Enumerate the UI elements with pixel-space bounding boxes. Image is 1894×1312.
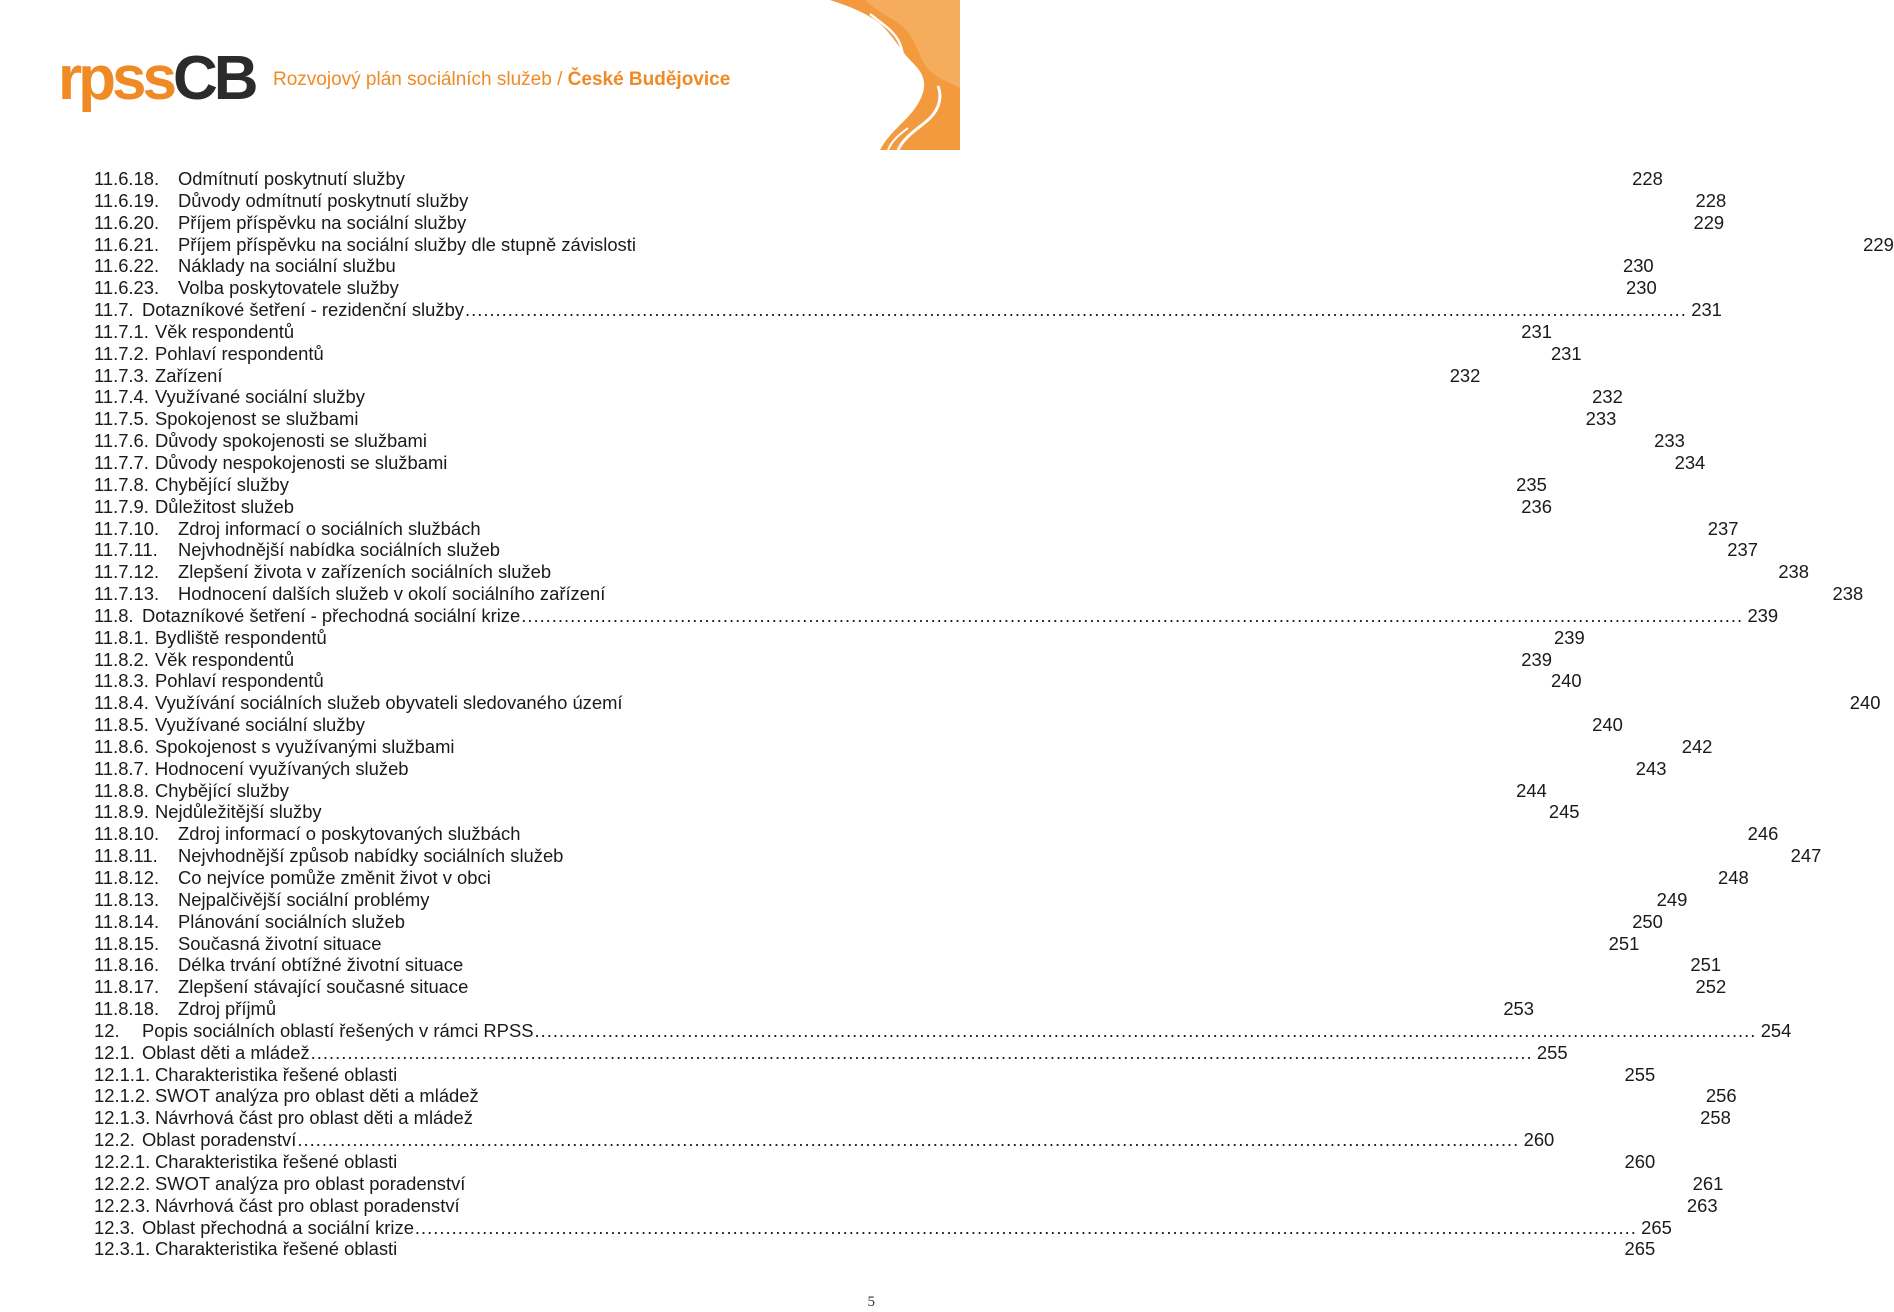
toc-entry-number: 11.8.8. <box>94 779 149 801</box>
toc-entry-title: Oblast poradenství <box>142 1129 297 1151</box>
toc-leader-dots: ........................................................................................................................................................................................................ <box>297 1129 1520 1151</box>
toc-entry-title: Dotazníkové šetření - rezidenční služby <box>142 299 464 321</box>
toc-entry <box>94 342 1582 365</box>
toc-entry-title: Využívání sociálních služeb obyvateli sledovaného území <box>155 692 623 714</box>
toc-entry-page: 263 <box>1686 1194 1718 1216</box>
toc-entry <box>94 888 1688 911</box>
toc-entry-page: 233 <box>1654 430 1685 452</box>
toc-entry-title: Nejvhodnější nabídka sociálních služeb <box>178 539 501 561</box>
toc-entry <box>94 561 1810 583</box>
toc-entry-number: 12.1.1. <box>94 1063 151 1085</box>
toc-entry-number: 11.7.8. <box>94 473 149 495</box>
toc-entry <box>94 473 1547 496</box>
toc-entry-number: 11.8.17. <box>94 976 160 998</box>
toc-entry-number: 11.7.12. <box>94 561 160 583</box>
toc-entry-number: 11.8. <box>94 604 134 626</box>
toc-entry <box>94 1172 1724 1195</box>
corner-ornament-icon <box>770 0 960 150</box>
toc-entry-number: 11.6.21. <box>94 233 160 255</box>
toc-entry-number: 11.8.3. <box>94 670 149 692</box>
toc-entry <box>94 910 1663 933</box>
toc-entry-number: 12.1. <box>94 1041 135 1063</box>
toc-entry-page: 228 <box>1632 168 1663 189</box>
toc-entry <box>94 1019 1792 1042</box>
toc-entry-title: Volba poskytovatele služby <box>178 277 399 299</box>
toc-entry <box>94 757 1667 780</box>
toc-entry-number: 12.3. <box>94 1216 135 1238</box>
toc-entry-page: 240 <box>1592 714 1623 736</box>
toc-entry-page: 265 <box>1624 1238 1656 1260</box>
toc-entry-page: 232 <box>1449 364 1481 386</box>
toc-entry-title: Návrhová část pro oblast děti a mládež <box>155 1107 473 1129</box>
toc-entry-title: Popis sociálních oblastí řešených v rámci RPSS <box>142 1019 534 1041</box>
toc-entry-title: Zlepšení stávající současné situace <box>178 976 469 998</box>
toc-entry-title: Pohlaví respondentů <box>155 670 324 692</box>
toc-leader-dots: ........................................................................................................................................................................................................ <box>521 604 1744 626</box>
toc-entry-number: 11.7.11. <box>94 539 158 561</box>
toc-entry-title: Příjem příspěvku na sociální služby <box>178 211 467 233</box>
toc-entry-page: 260 <box>1624 1150 1656 1172</box>
toc-entry <box>94 451 1706 474</box>
toc-entry-title: Oblast děti a mládež <box>142 1041 310 1063</box>
logo <box>58 44 255 113</box>
toc-entry-page: 258 <box>1700 1107 1731 1129</box>
toc-entry <box>94 495 1552 518</box>
toc-entry-number: 11.8.5. <box>94 714 149 736</box>
toc-entry-page: 238 <box>1778 561 1810 583</box>
toc-entry-title: Hodnocení dalších služeb v okolí sociálního zařízení <box>178 583 606 605</box>
toc-entry-page: 244 <box>1516 779 1547 801</box>
toc-entry-page: 229 <box>1693 211 1725 233</box>
toc-entry-page: 230 <box>1626 277 1657 299</box>
toc-entry-title: Oblast přechodná a sociální krize <box>142 1216 414 1238</box>
toc-entry <box>94 255 1654 277</box>
toc-entry-page: 236 <box>1521 495 1552 517</box>
toc-entry <box>94 692 1881 714</box>
toc-entry-page: 251 <box>1608 932 1640 954</box>
toc-entry-page: 243 <box>1635 757 1667 779</box>
toc-entry <box>94 583 1864 605</box>
toc-entry <box>94 801 1580 823</box>
table-of-contents <box>94 168 1894 1260</box>
toc-entry-page: 230 <box>1622 255 1654 277</box>
toc-entry-page: 246 <box>1747 823 1779 845</box>
toc-entry-page: 256 <box>1705 1085 1737 1107</box>
toc-entry-number: 11.7.6. <box>94 430 149 452</box>
toc-entry-number: 12.2. <box>94 1129 135 1151</box>
toc-entry-page: 255 <box>1624 1063 1656 1085</box>
toc-entry-number: 11.6.18. <box>94 168 160 189</box>
toc-entry-title: Důležitost služeb <box>155 495 295 517</box>
toc-entry-title: Hodnocení využívaných služeb <box>155 757 409 779</box>
toc-entry <box>94 626 1585 649</box>
toc-entry-number: 11.8.2. <box>94 648 149 670</box>
toc-entry-title: Zdroj příjmů <box>178 998 277 1020</box>
toc-entry-number: 11.6.19. <box>94 189 160 211</box>
toc-entry-title: Chybějící služby <box>155 473 289 495</box>
toc-entry-title: Důvody odmítnutí poskytnutí služby <box>178 189 469 211</box>
toc-entry-page: 239 <box>1747 604 1779 626</box>
toc-leader-dots: ........................................................................................................................................................................................................ <box>310 1041 1533 1063</box>
toc-entry-title: Charakteristika řešené oblasti <box>155 1063 398 1085</box>
toc-entry-page: 254 <box>1760 1019 1792 1041</box>
logo-text-rpss: rpss <box>58 44 173 113</box>
toc-entry-title: Spokojenost se službami <box>155 408 359 430</box>
toc-entry-page: 228 <box>1695 189 1727 211</box>
toc-entry-number: 11.7.7. <box>94 451 149 473</box>
toc-entry-number: 11.6.23. <box>94 277 160 299</box>
toc-entry-title: Charakteristika řešené oblasti <box>155 1150 398 1172</box>
toc-entry-page: 253 <box>1503 998 1535 1020</box>
toc-entry-title: SWOT analýza pro oblast děti a mládež <box>155 1085 479 1107</box>
toc-entry-title: Bydliště respondentů <box>155 626 327 648</box>
toc-entry-title: Současná životní situace <box>178 932 382 954</box>
toc-entry <box>94 386 1623 408</box>
toc-entry <box>94 408 1617 430</box>
toc-entry-page: 240 <box>1849 692 1881 714</box>
logo-text-cb: CB <box>172 44 255 113</box>
toc-entry-page: 248 <box>1718 867 1749 888</box>
toc-entry <box>94 1041 1568 1064</box>
toc-entry-page: 231 <box>1521 320 1552 342</box>
toc-entry-number: 11.6.22. <box>94 255 160 277</box>
toc-entry-number: 12. <box>94 1019 120 1041</box>
toc-entry-page: 247 <box>1790 845 1822 867</box>
toc-entry-number: 11.6.20. <box>94 211 160 233</box>
toc-entry <box>94 1063 1656 1086</box>
toc-entry-page: 231 <box>1691 299 1722 321</box>
toc-entry-number: 11.7.13. <box>94 583 160 605</box>
toc-entry <box>94 1238 1656 1260</box>
toc-entry <box>94 517 1739 540</box>
toc-entry-page: 261 <box>1692 1172 1724 1194</box>
toc-entry-page: 249 <box>1656 888 1688 910</box>
toc-entry-title: Důvody spokojenosti se službami <box>155 430 427 452</box>
toc-entry-page: 242 <box>1681 735 1713 757</box>
toc-leader-dots: ........................................................................................................................................................................................................ <box>465 299 1687 321</box>
toc-entry-number: 11.7.9. <box>94 495 149 517</box>
toc-entry-number: 11.8.10. <box>94 823 160 845</box>
toc-entry-number: 11.7.3. <box>94 364 149 386</box>
toc-entry-number: 11.8.1. <box>94 626 149 648</box>
toc-entry-title: Důvody nespokojenosti se službami <box>155 451 448 473</box>
toc-entry-title: Návrhová část pro oblast poradenství <box>155 1194 460 1216</box>
toc-entry <box>94 364 1481 387</box>
toc-entry-page: 229 <box>1863 233 1894 255</box>
toc-entry-number: 11.8.6. <box>94 735 149 757</box>
toc-entry <box>94 539 1758 561</box>
toc-entry <box>94 976 1727 998</box>
toc-entry <box>94 430 1685 452</box>
toc-entry-title: Nejdůležitější služby <box>155 801 322 823</box>
toc-entry-page: 237 <box>1727 539 1758 561</box>
toc-entry-number: 12.1.3. <box>94 1107 151 1129</box>
toc-entry-page: 245 <box>1548 801 1580 823</box>
toc-entry <box>94 320 1552 343</box>
toc-entry <box>94 954 1722 976</box>
toc-entry <box>94 1194 1718 1217</box>
toc-entry <box>94 1107 1731 1129</box>
toc-entry-title: Nejpalčivější sociální problémy <box>178 888 430 910</box>
toc-entry-number: 11.8.7. <box>94 757 149 779</box>
toc-entry <box>94 211 1725 234</box>
toc-entry-title: Zařízení <box>155 364 223 386</box>
toc-entry-page: 239 <box>1553 626 1585 648</box>
toc-entry-title: Spokojenost s využívanými službami <box>155 735 455 757</box>
toc-entry-number: 11.7.10. <box>94 517 160 539</box>
toc-entry-number: 12.1.2. <box>94 1085 151 1107</box>
toc-entry-title: Délka trvání obtížné životní situace <box>178 954 464 976</box>
toc-entry <box>94 1129 1555 1151</box>
toc-entry-number: 11.8.12. <box>94 867 160 888</box>
toc-entry-title: Chybějící služby <box>155 779 289 801</box>
toc-entry-page: 238 <box>1832 583 1864 605</box>
toc-entry-page: 260 <box>1523 1129 1555 1151</box>
header-tagline <box>273 68 730 92</box>
toc-entry-number: 11.8.13. <box>94 888 160 910</box>
toc-entry-title: SWOT analýza pro oblast poradenství <box>155 1172 466 1194</box>
toc-entry-title: Zdroj informací o sociálních službách <box>178 517 481 539</box>
toc-entry <box>94 823 1779 845</box>
toc-entry <box>94 277 1657 299</box>
toc-entry <box>94 735 1713 758</box>
toc-leader-dots: ........................................................................................................................................................................................................ <box>534 1019 1757 1041</box>
toc-entry-title: Věk respondentů <box>155 648 295 670</box>
toc-entry-number: 12.2.2. <box>94 1172 151 1194</box>
toc-entry <box>94 1150 1656 1173</box>
toc-entry <box>94 998 1535 1020</box>
toc-entry-title: Využívané sociální služby <box>155 714 365 736</box>
toc-entry <box>94 845 1822 867</box>
tagline-text: Rozvojový plán sociálních služeb / <box>273 69 568 90</box>
page-number: 5 <box>867 1294 875 1310</box>
toc-entry-number: 11.7. <box>94 299 134 321</box>
toc-entry-page: 239 <box>1521 648 1552 670</box>
toc-entry-number: 11.7.4. <box>94 386 149 408</box>
toc-entry-title: Zlepšení života v zařízeních sociálních služeb <box>178 561 552 583</box>
toc-entry-page: 251 <box>1690 954 1722 976</box>
toc-entry-title: Využívané sociální služby <box>155 386 365 408</box>
toc-entry-number: 12.3.1. <box>94 1238 151 1260</box>
toc-entry-title: Příjem příspěvku na sociální služby dle stupně závislosti <box>178 233 636 255</box>
tagline-city: České Budějovice <box>567 69 731 90</box>
toc-entry-number: 11.8.4. <box>94 692 149 714</box>
toc-entry-title: Pohlaví respondentů <box>155 342 324 364</box>
toc-entry-title: Plánování sociálních služeb <box>178 910 405 932</box>
toc-entry <box>94 867 1749 889</box>
toc-entry-page: 233 <box>1585 408 1617 430</box>
toc-entry-title: Co nejvíce pomůže změnit život v obci <box>178 867 491 888</box>
toc-entry-number: 12.2.1. <box>94 1150 151 1172</box>
toc-entry-number: 11.8.14. <box>94 910 160 932</box>
toc-entry-page: 265 <box>1641 1216 1672 1238</box>
toc-entry-number: 11.7.1. <box>94 320 149 342</box>
toc-entry <box>94 779 1547 802</box>
toc-entry <box>94 1216 1672 1239</box>
toc-entry-page: 250 <box>1632 910 1663 932</box>
toc-entry <box>94 168 1663 190</box>
toc-entry-title: Charakteristika řešené oblasti <box>155 1238 398 1260</box>
toc-entry-page: 252 <box>1695 976 1727 998</box>
toc-entry-number: 11.8.16. <box>94 954 160 976</box>
toc-entry-page: 232 <box>1592 386 1623 408</box>
toc-entry-number: 11.8.11. <box>94 845 158 867</box>
toc-entry <box>94 714 1623 736</box>
toc-entry-title: Zdroj informací o poskytovaných službách <box>178 823 521 845</box>
toc-entry <box>94 604 1779 627</box>
toc-entry-number: 11.7.2. <box>94 342 149 364</box>
toc-entry-number: 11.8.15. <box>94 932 160 954</box>
toc-entry-number: 11.8.9. <box>94 801 149 823</box>
toc-entry-page: 237 <box>1707 517 1739 539</box>
toc-entry-page: 231 <box>1550 342 1582 364</box>
toc-entry-title: Odmítnutí poskytnutí služby <box>178 168 405 189</box>
toc-entry-page: 235 <box>1516 473 1547 495</box>
toc-entry <box>94 233 1894 256</box>
toc-entry <box>94 648 1552 671</box>
toc-entry-title: Věk respondentů <box>155 320 295 342</box>
toc-entry-page: 255 <box>1536 1041 1568 1063</box>
toc-entry-number: 11.8.18. <box>94 998 160 1020</box>
toc-leader-dots: ........................................................................................................................................................................................................ <box>414 1216 1637 1238</box>
toc-entry <box>94 932 1640 955</box>
toc-entry-number: 11.7.5. <box>94 408 149 430</box>
toc-entry-title: Nejvhodnější způsob nabídky sociálních služeb <box>178 845 564 867</box>
toc-entry <box>94 1085 1737 1107</box>
toc-entry-page: 234 <box>1674 451 1706 473</box>
toc-entry-number: 12.2.3. <box>94 1194 151 1216</box>
toc-entry <box>94 299 1722 321</box>
toc-entry-title: Náklady na sociální službu <box>178 255 396 277</box>
toc-entry <box>94 189 1727 212</box>
toc-entry-title: Dotazníkové šetření - přechodná sociální krize <box>142 604 521 626</box>
toc-entry-page: 240 <box>1550 670 1582 692</box>
page-header <box>0 0 960 150</box>
toc-entry <box>94 670 1582 692</box>
